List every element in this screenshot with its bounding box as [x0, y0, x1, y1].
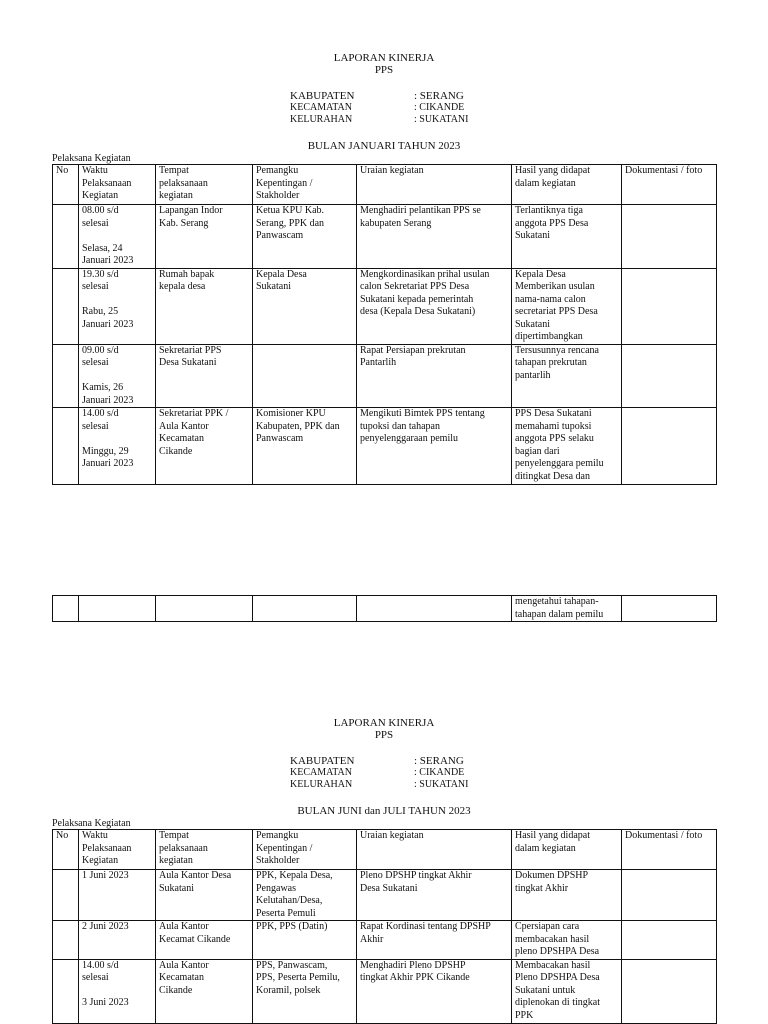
cell-dokumentasi: [622, 205, 717, 269]
cell-hasil: Dokumen DPSHP tingkat Akhir: [512, 870, 622, 921]
report-header-2: [0, 717, 768, 741]
report-title: LAPORAN KINERJA: [333, 52, 435, 64]
kecamatan-value: : CIKANDE: [414, 102, 465, 113]
cell-hasil: Tersusunnya rencana tahapan prekrutan pantarlih: [512, 344, 622, 408]
table-row: [53, 596, 717, 622]
cell-waktu: 1 Juni 2023: [79, 870, 156, 921]
activity-table-2: [52, 829, 717, 1024]
cell-uraian: Rapat Persiapan prekrutan Pantarlih: [357, 344, 512, 408]
header-tempat: Tempat pelaksanaan kegiatan: [156, 165, 253, 205]
cell-dokumentasi: [622, 408, 717, 485]
cell-uraian: Pleno DPSHP tingkat Akhir Desa Sukatani: [357, 870, 512, 921]
cell-no: [53, 921, 79, 960]
report-subtitle: PPS: [374, 729, 394, 741]
table-row: [53, 408, 717, 485]
kelurahan-label: KELURAHAN: [290, 114, 353, 125]
table-header-row: [53, 165, 717, 205]
table-row: [53, 921, 717, 960]
header-dokumentasi: Dokumentasi / foto: [622, 830, 717, 870]
cell-dokumentasi: [622, 959, 717, 1023]
activity-table-1: [52, 164, 717, 485]
cell-tempat: [156, 596, 253, 622]
cell-tempat: Sekretariat PPK / Aula Kantor Kecamatan Cikande: [156, 408, 253, 485]
kelurahan-value: : SUKATANI: [414, 779, 469, 790]
header-tempat: Tempat pelaksanaan kegiatan: [156, 830, 253, 870]
kecamatan-label: KECAMATAN: [290, 767, 352, 778]
cell-dokumentasi: [622, 268, 717, 344]
pelaksana-label: Pelaksana Kegiatan: [52, 818, 131, 829]
cell-tempat: Sekretariat PPS Desa Sukatani: [156, 344, 253, 408]
cell-tempat: Lapangan Indor Kab. Serang: [156, 205, 253, 269]
table-row: [53, 959, 717, 1023]
kecamatan-value: : CIKANDE: [414, 767, 465, 778]
cell-pemangku: Kepala Desa Sukatani: [253, 268, 357, 344]
header-pemangku: Pemangku Kepentingan / Stakholder: [253, 165, 357, 205]
cell-uraian: Menghadiri pelantikan PPS se kabupaten Serang: [357, 205, 512, 269]
cell-waktu: 19.30 s/d selesai Rabu, 25 Januari 2023: [79, 268, 156, 344]
cell-hasil: Cpersiapan cara membacakan hasil pleno DPSHPA Desa: [512, 921, 622, 960]
cell-waktu: 14.00 s/d selesai 3 Juni 2023: [79, 959, 156, 1023]
cell-uraian: Mengkordinasikan prihal usulan calon Sekretariat PPS Desa Sukatani kepada pemerintah desa (Kepala Desa Sukatani): [357, 268, 512, 344]
report-location-2: [290, 755, 468, 791]
cell-waktu: 09.00 s/d selesai Kamis, 26 Januari 2023: [79, 344, 156, 408]
cell-hasil: PPS Desa Sukatani memahami tupoksi anggota PPS selaku bagian dari penyelenggara pemilu ditingkat Desa dan: [512, 408, 622, 485]
kabupaten-value: : SERANG: [414, 755, 464, 767]
cell-no: [53, 870, 79, 921]
cell-uraian: [357, 596, 512, 622]
cell-tempat: Rumah bapak kepala desa: [156, 268, 253, 344]
cell-no: [53, 959, 79, 1023]
kelurahan-label: KELURAHAN: [290, 779, 353, 790]
activity-table-1-continued: [52, 595, 717, 622]
table-row: [53, 205, 717, 269]
report-header-1: [0, 52, 768, 76]
header-waktu: Waktu Pelaksanaan Kegiatan: [79, 165, 156, 205]
cell-no: [53, 408, 79, 485]
cell-pemangku: [253, 344, 357, 408]
cell-waktu: [79, 596, 156, 622]
cell-dokumentasi: [622, 870, 717, 921]
pelaksana-label: Pelaksana Kegiatan: [52, 153, 131, 164]
report-location-1: [290, 90, 468, 126]
cell-dokumentasi: [622, 921, 717, 960]
cell-pemangku: [253, 596, 357, 622]
cell-hasil: Membacakan hasil Pleno DPSHPA Desa Sukatani untuk diplenokan di tingkat PPK: [512, 959, 622, 1023]
cell-uraian: Mengikuti Bimtek PPS tentang tupoksi dan tahapan penyelenggaraan pemilu: [357, 408, 512, 485]
header-hasil: Hasil yang didapat dalam kegiatan: [512, 830, 622, 870]
cell-hasil: Terlantiknya tiga anggota PPS Desa Sukatani: [512, 205, 622, 269]
cell-pemangku: Ketua KPU Kab. Serang, PPK dan Panwascam: [253, 205, 357, 269]
cell-no: [53, 205, 79, 269]
header-no: No: [53, 830, 79, 870]
report-period: BULAN JUNI dan JULI TAHUN 2023: [297, 805, 471, 817]
cell-uraian: Rapat Kordinasi tentang DPSHP Akhir: [357, 921, 512, 960]
cell-uraian: Menghadiri Pleno DPSHP tingkat Akhir PPK Cikande: [357, 959, 512, 1023]
header-dokumentasi: Dokumentasi / foto: [622, 165, 717, 205]
table-row: [53, 870, 717, 921]
header-waktu: Waktu Pelaksanaan Kegiatan: [79, 830, 156, 870]
kecamatan-label: KECAMATAN: [290, 102, 352, 113]
cell-waktu: 2 Juni 2023: [79, 921, 156, 960]
cell-tempat: Aula Kantor Kecamatan Cikande: [156, 959, 253, 1023]
cell-waktu: 08.00 s/d selesai Selasa, 24 Januari 2023: [79, 205, 156, 269]
cell-hasil: mengetahui tahapan- tahapan dalam pemilu: [512, 596, 622, 622]
table-row: [53, 344, 717, 408]
header-uraian: Uraian kegiatan: [357, 830, 512, 870]
cell-pemangku: PPS, Panwascam, PPS, Peserta Pemilu, Koramil, polsek: [253, 959, 357, 1023]
cell-no: [53, 268, 79, 344]
header-pemangku: Pemangku Kepentingan / Stakholder: [253, 830, 357, 870]
table-header-row: [53, 830, 717, 870]
report-subtitle: PPS: [374, 64, 394, 76]
report-title: LAPORAN KINERJA: [333, 717, 435, 729]
kelurahan-value: : SUKATANI: [414, 114, 469, 125]
kabupaten-label: KABUPATEN: [290, 90, 355, 102]
cell-dokumentasi: [622, 596, 717, 622]
kabupaten-label: KABUPATEN: [290, 755, 355, 767]
cell-no: [53, 344, 79, 408]
header-no: No: [53, 165, 79, 205]
cell-dokumentasi: [622, 344, 717, 408]
cell-pemangku: PPK, Kepala Desa, Pengawas Kelutahan/Desa, Peserta Pemuli: [253, 870, 357, 921]
cell-hasil: Kepala Desa Memberikan usulan nama-nama calon secretariat PPS Desa Sukatani dipertimbangkan: [512, 268, 622, 344]
cell-tempat: Aula Kantor Kecamat Cikande: [156, 921, 253, 960]
header-uraian: Uraian kegiatan: [357, 165, 512, 205]
cell-waktu: 14.00 s/d selesai Minggu, 29 Januari 2023: [79, 408, 156, 485]
cell-pemangku: PPK, PPS (Datin): [253, 921, 357, 960]
table-row: [53, 268, 717, 344]
header-hasil: Hasil yang didapat dalam kegiatan: [512, 165, 622, 205]
report-period: BULAN JANUARI TAHUN 2023: [307, 140, 461, 152]
cell-pemangku: Komisioner KPU Kabupaten, PPK dan Panwascam: [253, 408, 357, 485]
cell-tempat: Aula Kantor Desa Sukatani: [156, 870, 253, 921]
cell-no: [53, 596, 79, 622]
kabupaten-value: : SERANG: [414, 90, 464, 102]
